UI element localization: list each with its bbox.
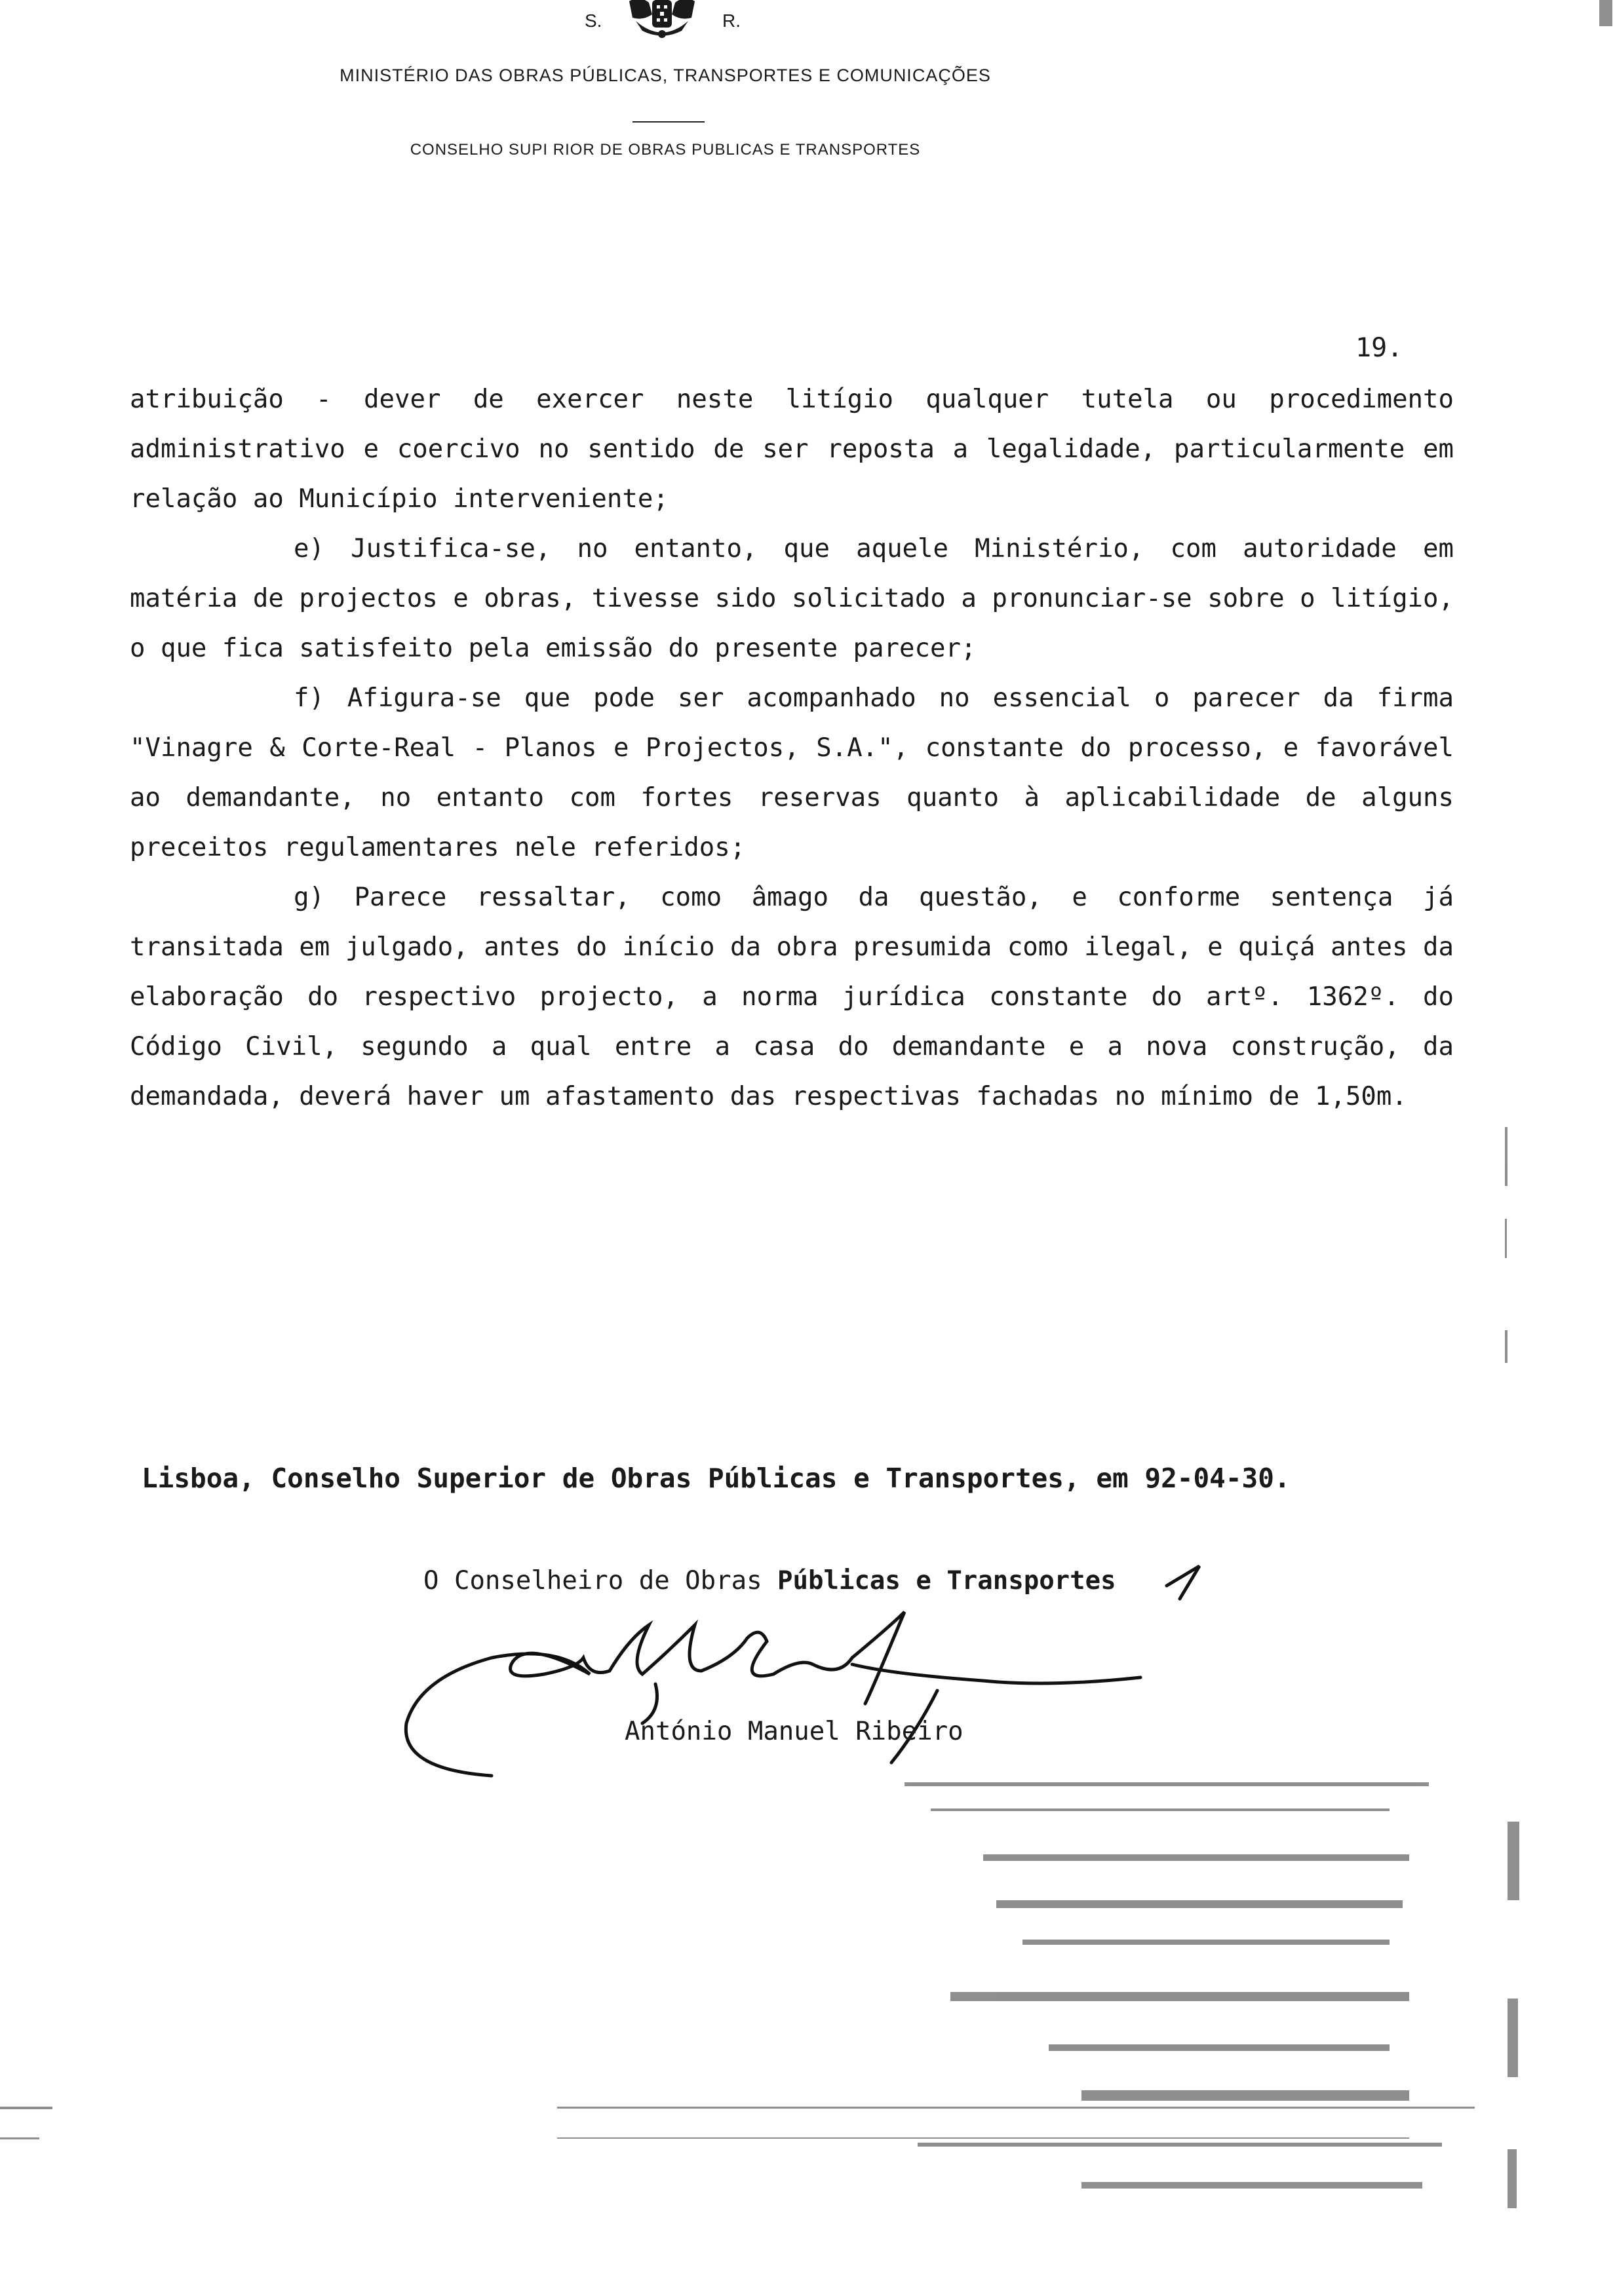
paragraph-continuation: atribuição - dever de exercer neste litígio qualquer tutela ou procedimento administrativo e coercivo no sentido de ser reposta a legalidade, particularmente em relação ao Município interveniente; bbox=[130, 385, 1454, 514]
ministry-name: MINISTÉRIO DAS OBRAS PÚBLICAS, TRANSPORTES E COMUNICAÇÕES bbox=[340, 66, 991, 85]
emblem-left-letter: S. bbox=[585, 10, 602, 31]
signatory-title-start: O Conselheiro de Obras bbox=[423, 1566, 778, 1596]
letterhead-divider bbox=[632, 121, 705, 123]
paragraph-e: e) Justifica-se, no entanto, que aquele Ministério, com autoridade em matéria de projectos e obras, tivesse sido solicitado a pronunciar-se sobre o litígio, o que fica satisfeito pela emissão do presente parecer; bbox=[130, 534, 1454, 663]
coat-of-arms-icon bbox=[616, 0, 708, 44]
handwritten-signature bbox=[393, 1559, 1245, 1789]
signatory-title-bold: Públicas e Transportes bbox=[777, 1566, 1116, 1596]
page-number: 19. bbox=[1355, 333, 1403, 363]
paragraph-f: f) Afigura-se que pode ser acompanhado no essencial o parecer da firma "Vinagre & Corte-Real - Planos e Projectos, S.A.", constante do processo, e favorável ao demandante, no entanto com fortes reservas quanto à aplicabilidade de alguns preceitos regulamentares nele referidos; bbox=[130, 683, 1454, 862]
paragraph-g: g) Parece ressaltar, como âmago da questão, e conforme sentença já transitada em julgado, antes do início da obra presumida como ilegal, e quiçá antes da elaboração do respectivo projecto, a norma jurídica constante do artº. 1362º. do Código Civil, segundo a qual entre a casa do demandante e a nova construção, da demandada, deverá haver um afastamento das respectivas fachadas no mínimo de 1,50m. bbox=[130, 883, 1454, 1111]
signatory-name: António Manuel Ribeiro bbox=[625, 1717, 963, 1746]
document-body bbox=[130, 375, 1454, 1122]
place-and-date: Lisboa, Conselho Superior de Obras Públicas e Transportes, em 92-04-30. bbox=[142, 1463, 1291, 1494]
emblem bbox=[577, 0, 754, 49]
council-name: CONSELHO SUPI RIOR DE OBRAS PUBLICAS E TRANSPORTES bbox=[410, 141, 921, 159]
emblem-right-letter: R. bbox=[722, 10, 741, 31]
